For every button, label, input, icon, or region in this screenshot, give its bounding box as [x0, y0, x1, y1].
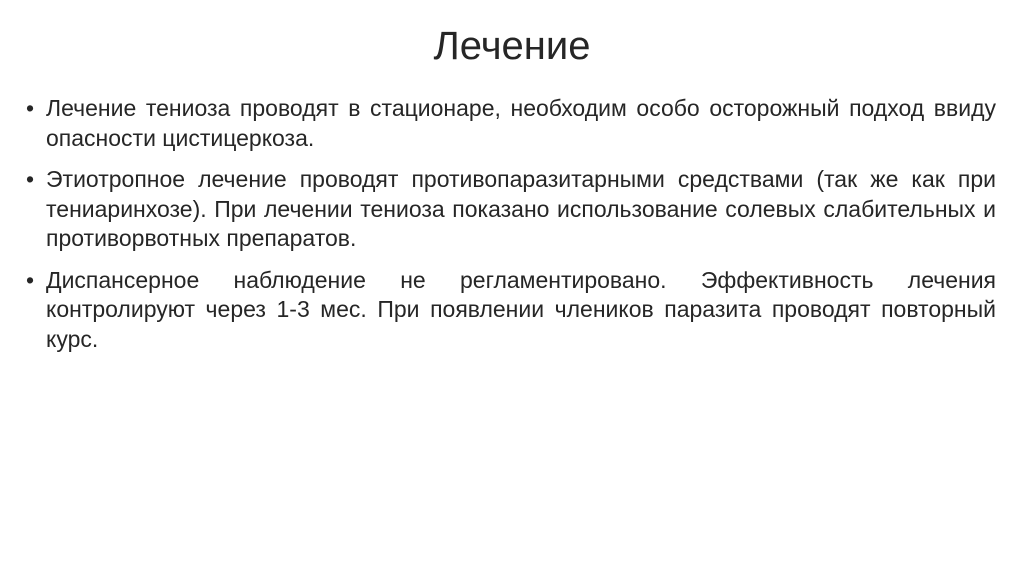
bullet-dot-icon: •	[26, 95, 35, 121]
bullet-item-treatment-inpatient	[26, 94, 996, 153]
bullet-text: Лечение тениоза проводят в стационаре, необходим особо осторожный подход ввиду опасности цистицеркоза.	[46, 95, 996, 151]
bullet-text: Диспансерное наблюдение не регламентировано. Эффективность лечения контролируют через 1-3 мес. При появлении члеников паразита проводят повторный курс.	[46, 266, 996, 352]
bullet-dot-icon: •	[26, 266, 35, 293]
bullet-item-etiotropic-treatment	[26, 165, 996, 254]
bullet-text: Этиотропное лечение проводят противопаразитарными средствами (так же как при тениаринхозе). При лечении тениоза показано использование солевых слабительных и противорвотных препаратов.	[46, 166, 996, 251]
bullet-dot-icon: •	[26, 166, 35, 192]
bullet-list	[26, 94, 996, 366]
slide-title: Лечение	[433, 24, 591, 68]
bullet-item-follow-up	[26, 266, 996, 355]
